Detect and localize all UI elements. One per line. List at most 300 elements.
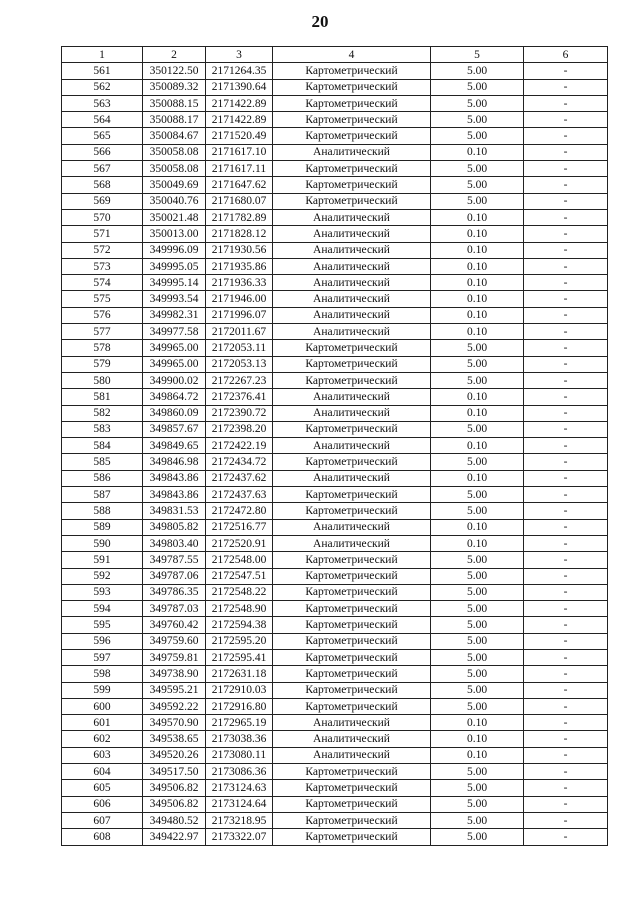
y-coordinate-cell: 2172631.18: [206, 666, 273, 682]
accuracy-cell: 0.10: [431, 747, 524, 763]
x-coordinate-cell: 349787.06: [143, 568, 206, 584]
table-row: [62, 421, 608, 437]
point-number-cell: 579: [62, 356, 143, 372]
note-cell: -: [524, 780, 608, 796]
x-coordinate-cell: 349993.54: [143, 291, 206, 307]
method-cell: Аналитический: [273, 324, 431, 340]
point-number-cell: 584: [62, 438, 143, 454]
note-cell: -: [524, 764, 608, 780]
y-coordinate-cell: 2173038.36: [206, 731, 273, 747]
y-coordinate-cell: 2171996.07: [206, 307, 273, 323]
point-number-cell: 586: [62, 470, 143, 486]
method-cell: Картометрический: [273, 128, 431, 144]
y-coordinate-cell: 2172267.23: [206, 372, 273, 388]
table-row: [62, 389, 608, 405]
note-cell: -: [524, 438, 608, 454]
method-cell: Картометрический: [273, 177, 431, 193]
x-coordinate-cell: 349517.50: [143, 764, 206, 780]
point-number-cell: 594: [62, 601, 143, 617]
point-number-cell: 575: [62, 291, 143, 307]
point-number-cell: 562: [62, 79, 143, 95]
method-cell: Картометрический: [273, 356, 431, 372]
accuracy-cell: 0.10: [431, 144, 524, 160]
method-cell: Картометрический: [273, 79, 431, 95]
point-number-cell: 591: [62, 552, 143, 568]
y-coordinate-cell: 2171946.00: [206, 291, 273, 307]
point-number-cell: 592: [62, 568, 143, 584]
y-coordinate-cell: 2171680.07: [206, 193, 273, 209]
point-number-cell: 578: [62, 340, 143, 356]
table-row: [62, 177, 608, 193]
table-row: [62, 568, 608, 584]
accuracy-cell: 5.00: [431, 79, 524, 95]
coordinates-table: [61, 46, 608, 846]
note-cell: -: [524, 666, 608, 682]
method-cell: Аналитический: [273, 731, 431, 747]
note-cell: -: [524, 682, 608, 698]
note-cell: -: [524, 454, 608, 470]
x-coordinate-cell: 349595.21: [143, 682, 206, 698]
column-header: 5: [431, 47, 524, 63]
accuracy-cell: 5.00: [431, 177, 524, 193]
method-cell: Картометрический: [273, 601, 431, 617]
point-number-cell: 596: [62, 633, 143, 649]
accuracy-cell: 5.00: [431, 193, 524, 209]
point-number-cell: 601: [62, 715, 143, 731]
y-coordinate-cell: 2172548.00: [206, 552, 273, 568]
x-coordinate-cell: 349592.22: [143, 698, 206, 714]
method-cell: Картометрический: [273, 812, 431, 828]
x-coordinate-cell: 350088.15: [143, 95, 206, 111]
y-coordinate-cell: 2172472.80: [206, 503, 273, 519]
accuracy-cell: 5.00: [431, 568, 524, 584]
x-coordinate-cell: 349977.58: [143, 324, 206, 340]
table-row: [62, 209, 608, 225]
accuracy-cell: 5.00: [431, 796, 524, 812]
note-cell: -: [524, 796, 608, 812]
column-header: 4: [273, 47, 431, 63]
table-row: [62, 731, 608, 747]
table-row: [62, 193, 608, 209]
accuracy-cell: 0.10: [431, 715, 524, 731]
accuracy-cell: 5.00: [431, 584, 524, 600]
method-cell: Картометрический: [273, 63, 431, 79]
method-cell: Картометрический: [273, 764, 431, 780]
y-coordinate-cell: 2172422.19: [206, 438, 273, 454]
x-coordinate-cell: 349860.09: [143, 405, 206, 421]
accuracy-cell: 5.00: [431, 372, 524, 388]
x-coordinate-cell: 349900.02: [143, 372, 206, 388]
table-row: [62, 829, 608, 845]
y-coordinate-cell: 2172595.20: [206, 633, 273, 649]
table-row: [62, 601, 608, 617]
table-row: [62, 633, 608, 649]
accuracy-cell: 5.00: [431, 487, 524, 503]
y-coordinate-cell: 2171520.49: [206, 128, 273, 144]
method-cell: Аналитический: [273, 519, 431, 535]
accuracy-cell: 5.00: [431, 63, 524, 79]
accuracy-cell: 5.00: [431, 112, 524, 128]
table-row: [62, 747, 608, 763]
method-cell: Аналитический: [273, 242, 431, 258]
note-cell: -: [524, 177, 608, 193]
y-coordinate-cell: 2172434.72: [206, 454, 273, 470]
note-cell: -: [524, 79, 608, 95]
method-cell: Аналитический: [273, 226, 431, 242]
y-coordinate-cell: 2172965.19: [206, 715, 273, 731]
note-cell: -: [524, 552, 608, 568]
table-row: [62, 584, 608, 600]
table-row: [62, 79, 608, 95]
note-cell: -: [524, 372, 608, 388]
note-cell: -: [524, 519, 608, 535]
note-cell: -: [524, 617, 608, 633]
y-coordinate-cell: 2171422.89: [206, 95, 273, 111]
method-cell: Картометрический: [273, 552, 431, 568]
note-cell: -: [524, 144, 608, 160]
table-row: [62, 780, 608, 796]
page-number: 20: [311, 12, 329, 31]
point-number-cell: 590: [62, 535, 143, 551]
x-coordinate-cell: 349843.86: [143, 487, 206, 503]
accuracy-cell: 0.10: [431, 258, 524, 274]
x-coordinate-cell: 349831.53: [143, 503, 206, 519]
x-coordinate-cell: 349786.35: [143, 584, 206, 600]
note-cell: -: [524, 258, 608, 274]
point-number-cell: 607: [62, 812, 143, 828]
x-coordinate-cell: 349849.65: [143, 438, 206, 454]
y-coordinate-cell: 2172376.41: [206, 389, 273, 405]
accuracy-cell: 0.10: [431, 226, 524, 242]
y-coordinate-cell: 2171936.33: [206, 275, 273, 291]
point-number-cell: 593: [62, 584, 143, 600]
table-row: [62, 324, 608, 340]
note-cell: -: [524, 715, 608, 731]
point-number-cell: 604: [62, 764, 143, 780]
accuracy-cell: 0.10: [431, 324, 524, 340]
method-cell: Картометрический: [273, 487, 431, 503]
table-row: [62, 552, 608, 568]
method-cell: Картометрический: [273, 617, 431, 633]
note-cell: -: [524, 161, 608, 177]
point-number-cell: 580: [62, 372, 143, 388]
table-row: [62, 144, 608, 160]
note-cell: -: [524, 340, 608, 356]
note-cell: -: [524, 421, 608, 437]
column-header: 6: [524, 47, 608, 63]
table-row: [62, 258, 608, 274]
x-coordinate-cell: 349506.82: [143, 780, 206, 796]
method-cell: Аналитический: [273, 275, 431, 291]
accuracy-cell: 0.10: [431, 209, 524, 225]
accuracy-cell: 5.00: [431, 649, 524, 665]
x-coordinate-cell: 349787.55: [143, 552, 206, 568]
x-coordinate-cell: 350021.48: [143, 209, 206, 225]
table-row: [62, 796, 608, 812]
accuracy-cell: 5.00: [431, 454, 524, 470]
point-number-cell: 587: [62, 487, 143, 503]
table-body: [62, 63, 608, 845]
note-cell: -: [524, 487, 608, 503]
x-coordinate-cell: 349995.14: [143, 275, 206, 291]
note-cell: -: [524, 128, 608, 144]
x-coordinate-cell: 350058.08: [143, 144, 206, 160]
note-cell: -: [524, 503, 608, 519]
y-coordinate-cell: 2172053.11: [206, 340, 273, 356]
x-coordinate-cell: 349506.82: [143, 796, 206, 812]
note-cell: -: [524, 568, 608, 584]
method-cell: Аналитический: [273, 144, 431, 160]
accuracy-cell: 5.00: [431, 682, 524, 698]
table-row: [62, 698, 608, 714]
x-coordinate-cell: 349738.90: [143, 666, 206, 682]
y-coordinate-cell: 2172011.67: [206, 324, 273, 340]
x-coordinate-cell: 350040.76: [143, 193, 206, 209]
point-number-cell: 588: [62, 503, 143, 519]
note-cell: -: [524, 747, 608, 763]
point-number-cell: 570: [62, 209, 143, 225]
point-number-cell: 566: [62, 144, 143, 160]
method-cell: Картометрический: [273, 780, 431, 796]
y-coordinate-cell: 2171422.89: [206, 112, 273, 128]
accuracy-cell: 0.10: [431, 470, 524, 486]
x-coordinate-cell: 350089.32: [143, 79, 206, 95]
point-number-cell: 571: [62, 226, 143, 242]
table-row: [62, 454, 608, 470]
accuracy-cell: 0.10: [431, 275, 524, 291]
note-cell: -: [524, 112, 608, 128]
x-coordinate-cell: 349857.67: [143, 421, 206, 437]
table-row: [62, 112, 608, 128]
note-cell: -: [524, 584, 608, 600]
point-number-cell: 585: [62, 454, 143, 470]
point-number-cell: 572: [62, 242, 143, 258]
note-cell: -: [524, 95, 608, 111]
table-row: [62, 438, 608, 454]
y-coordinate-cell: 2171930.56: [206, 242, 273, 258]
accuracy-cell: 0.10: [431, 291, 524, 307]
note-cell: -: [524, 601, 608, 617]
point-number-cell: 576: [62, 307, 143, 323]
x-coordinate-cell: 349760.42: [143, 617, 206, 633]
point-number-cell: 599: [62, 682, 143, 698]
table-row: [62, 503, 608, 519]
x-coordinate-cell: 350049.69: [143, 177, 206, 193]
method-cell: Картометрический: [273, 649, 431, 665]
y-coordinate-cell: 2172594.38: [206, 617, 273, 633]
y-coordinate-cell: 2171935.86: [206, 258, 273, 274]
y-coordinate-cell: 2171390.64: [206, 79, 273, 95]
table-row: [62, 519, 608, 535]
method-cell: Картометрический: [273, 568, 431, 584]
x-coordinate-cell: 349538.65: [143, 731, 206, 747]
column-header: 1: [62, 47, 143, 63]
table-row: [62, 470, 608, 486]
method-cell: Аналитический: [273, 470, 431, 486]
x-coordinate-cell: 349422.97: [143, 829, 206, 845]
method-cell: Аналитический: [273, 438, 431, 454]
point-number-cell: 583: [62, 421, 143, 437]
point-number-cell: 569: [62, 193, 143, 209]
accuracy-cell: 0.10: [431, 405, 524, 421]
accuracy-cell: 5.00: [431, 666, 524, 682]
method-cell: Картометрический: [273, 112, 431, 128]
x-coordinate-cell: 349803.40: [143, 535, 206, 551]
table-row: [62, 128, 608, 144]
x-coordinate-cell: 350013.00: [143, 226, 206, 242]
accuracy-cell: 5.00: [431, 698, 524, 714]
point-number-cell: 565: [62, 128, 143, 144]
x-coordinate-cell: 349965.00: [143, 340, 206, 356]
x-coordinate-cell: 349846.98: [143, 454, 206, 470]
table-row: [62, 764, 608, 780]
y-coordinate-cell: 2171264.35: [206, 63, 273, 79]
table-row: [62, 340, 608, 356]
x-coordinate-cell: 349965.00: [143, 356, 206, 372]
y-coordinate-cell: 2172548.22: [206, 584, 273, 600]
method-cell: Картометрический: [273, 829, 431, 845]
y-coordinate-cell: 2173086.36: [206, 764, 273, 780]
method-cell: Картометрический: [273, 454, 431, 470]
accuracy-cell: 0.10: [431, 731, 524, 747]
point-number-cell: 581: [62, 389, 143, 405]
point-number-cell: 568: [62, 177, 143, 193]
method-cell: Аналитический: [273, 307, 431, 323]
table-row: [62, 682, 608, 698]
y-coordinate-cell: 2172547.51: [206, 568, 273, 584]
point-number-cell: 605: [62, 780, 143, 796]
note-cell: -: [524, 389, 608, 405]
y-coordinate-cell: 2172437.63: [206, 487, 273, 503]
accuracy-cell: 0.10: [431, 535, 524, 551]
accuracy-cell: 0.10: [431, 519, 524, 535]
point-number-cell: 602: [62, 731, 143, 747]
note-cell: -: [524, 649, 608, 665]
point-number-cell: 589: [62, 519, 143, 535]
header-row: [62, 47, 608, 63]
table-row: [62, 95, 608, 111]
x-coordinate-cell: 349995.05: [143, 258, 206, 274]
table-row: [62, 715, 608, 731]
x-coordinate-cell: 349759.81: [143, 649, 206, 665]
method-cell: Картометрический: [273, 193, 431, 209]
note-cell: -: [524, 291, 608, 307]
table-row: [62, 161, 608, 177]
table-row: [62, 291, 608, 307]
table-row: [62, 649, 608, 665]
accuracy-cell: 5.00: [431, 601, 524, 617]
note-cell: -: [524, 63, 608, 79]
method-cell: Аналитический: [273, 389, 431, 405]
point-number-cell: 603: [62, 747, 143, 763]
table-row: [62, 617, 608, 633]
note-cell: -: [524, 356, 608, 372]
note-cell: -: [524, 535, 608, 551]
note-cell: -: [524, 275, 608, 291]
table-row: [62, 405, 608, 421]
x-coordinate-cell: 349864.72: [143, 389, 206, 405]
table-row: [62, 535, 608, 551]
y-coordinate-cell: 2173322.07: [206, 829, 273, 845]
accuracy-cell: 5.00: [431, 812, 524, 828]
point-number-cell: 561: [62, 63, 143, 79]
accuracy-cell: 5.00: [431, 356, 524, 372]
x-coordinate-cell: 349480.52: [143, 812, 206, 828]
y-coordinate-cell: 2173124.63: [206, 780, 273, 796]
x-coordinate-cell: 349759.60: [143, 633, 206, 649]
method-cell: Картометрический: [273, 584, 431, 600]
accuracy-cell: 5.00: [431, 829, 524, 845]
accuracy-cell: 0.10: [431, 389, 524, 405]
y-coordinate-cell: 2171617.10: [206, 144, 273, 160]
point-number-cell: 564: [62, 112, 143, 128]
x-coordinate-cell: 349520.26: [143, 747, 206, 763]
y-coordinate-cell: 2172437.62: [206, 470, 273, 486]
table-row: [62, 242, 608, 258]
x-coordinate-cell: 349843.86: [143, 470, 206, 486]
accuracy-cell: 5.00: [431, 340, 524, 356]
table-row: [62, 307, 608, 323]
method-cell: Картометрический: [273, 421, 431, 437]
x-coordinate-cell: 350084.67: [143, 128, 206, 144]
note-cell: -: [524, 829, 608, 845]
method-cell: Картометрический: [273, 503, 431, 519]
method-cell: Аналитический: [273, 405, 431, 421]
point-number-cell: 573: [62, 258, 143, 274]
method-cell: Картометрический: [273, 633, 431, 649]
method-cell: Картометрический: [273, 796, 431, 812]
note-cell: -: [524, 324, 608, 340]
x-coordinate-cell: 350058.08: [143, 161, 206, 177]
point-number-cell: 606: [62, 796, 143, 812]
point-number-cell: 582: [62, 405, 143, 421]
y-coordinate-cell: 2172548.90: [206, 601, 273, 617]
accuracy-cell: 5.00: [431, 421, 524, 437]
note-cell: -: [524, 193, 608, 209]
accuracy-cell: 5.00: [431, 617, 524, 633]
point-number-cell: 597: [62, 649, 143, 665]
table-row: [62, 812, 608, 828]
x-coordinate-cell: 349787.03: [143, 601, 206, 617]
table-row: [62, 63, 608, 79]
note-cell: -: [524, 698, 608, 714]
note-cell: -: [524, 242, 608, 258]
accuracy-cell: 5.00: [431, 503, 524, 519]
note-cell: -: [524, 633, 608, 649]
method-cell: Картометрический: [273, 95, 431, 111]
point-number-cell: 567: [62, 161, 143, 177]
accuracy-cell: 5.00: [431, 780, 524, 796]
table-row: [62, 666, 608, 682]
note-cell: -: [524, 209, 608, 225]
y-coordinate-cell: 2172390.72: [206, 405, 273, 421]
method-cell: Аналитический: [273, 747, 431, 763]
accuracy-cell: 0.10: [431, 438, 524, 454]
y-coordinate-cell: 2172520.91: [206, 535, 273, 551]
table-row: [62, 275, 608, 291]
note-cell: -: [524, 405, 608, 421]
accuracy-cell: 5.00: [431, 764, 524, 780]
table-row: [62, 372, 608, 388]
note-cell: -: [524, 470, 608, 486]
x-coordinate-cell: 349996.09: [143, 242, 206, 258]
y-coordinate-cell: 2173218.95: [206, 812, 273, 828]
point-number-cell: 574: [62, 275, 143, 291]
method-cell: Аналитический: [273, 258, 431, 274]
note-cell: -: [524, 307, 608, 323]
y-coordinate-cell: 2173080.11: [206, 747, 273, 763]
y-coordinate-cell: 2171828.12: [206, 226, 273, 242]
